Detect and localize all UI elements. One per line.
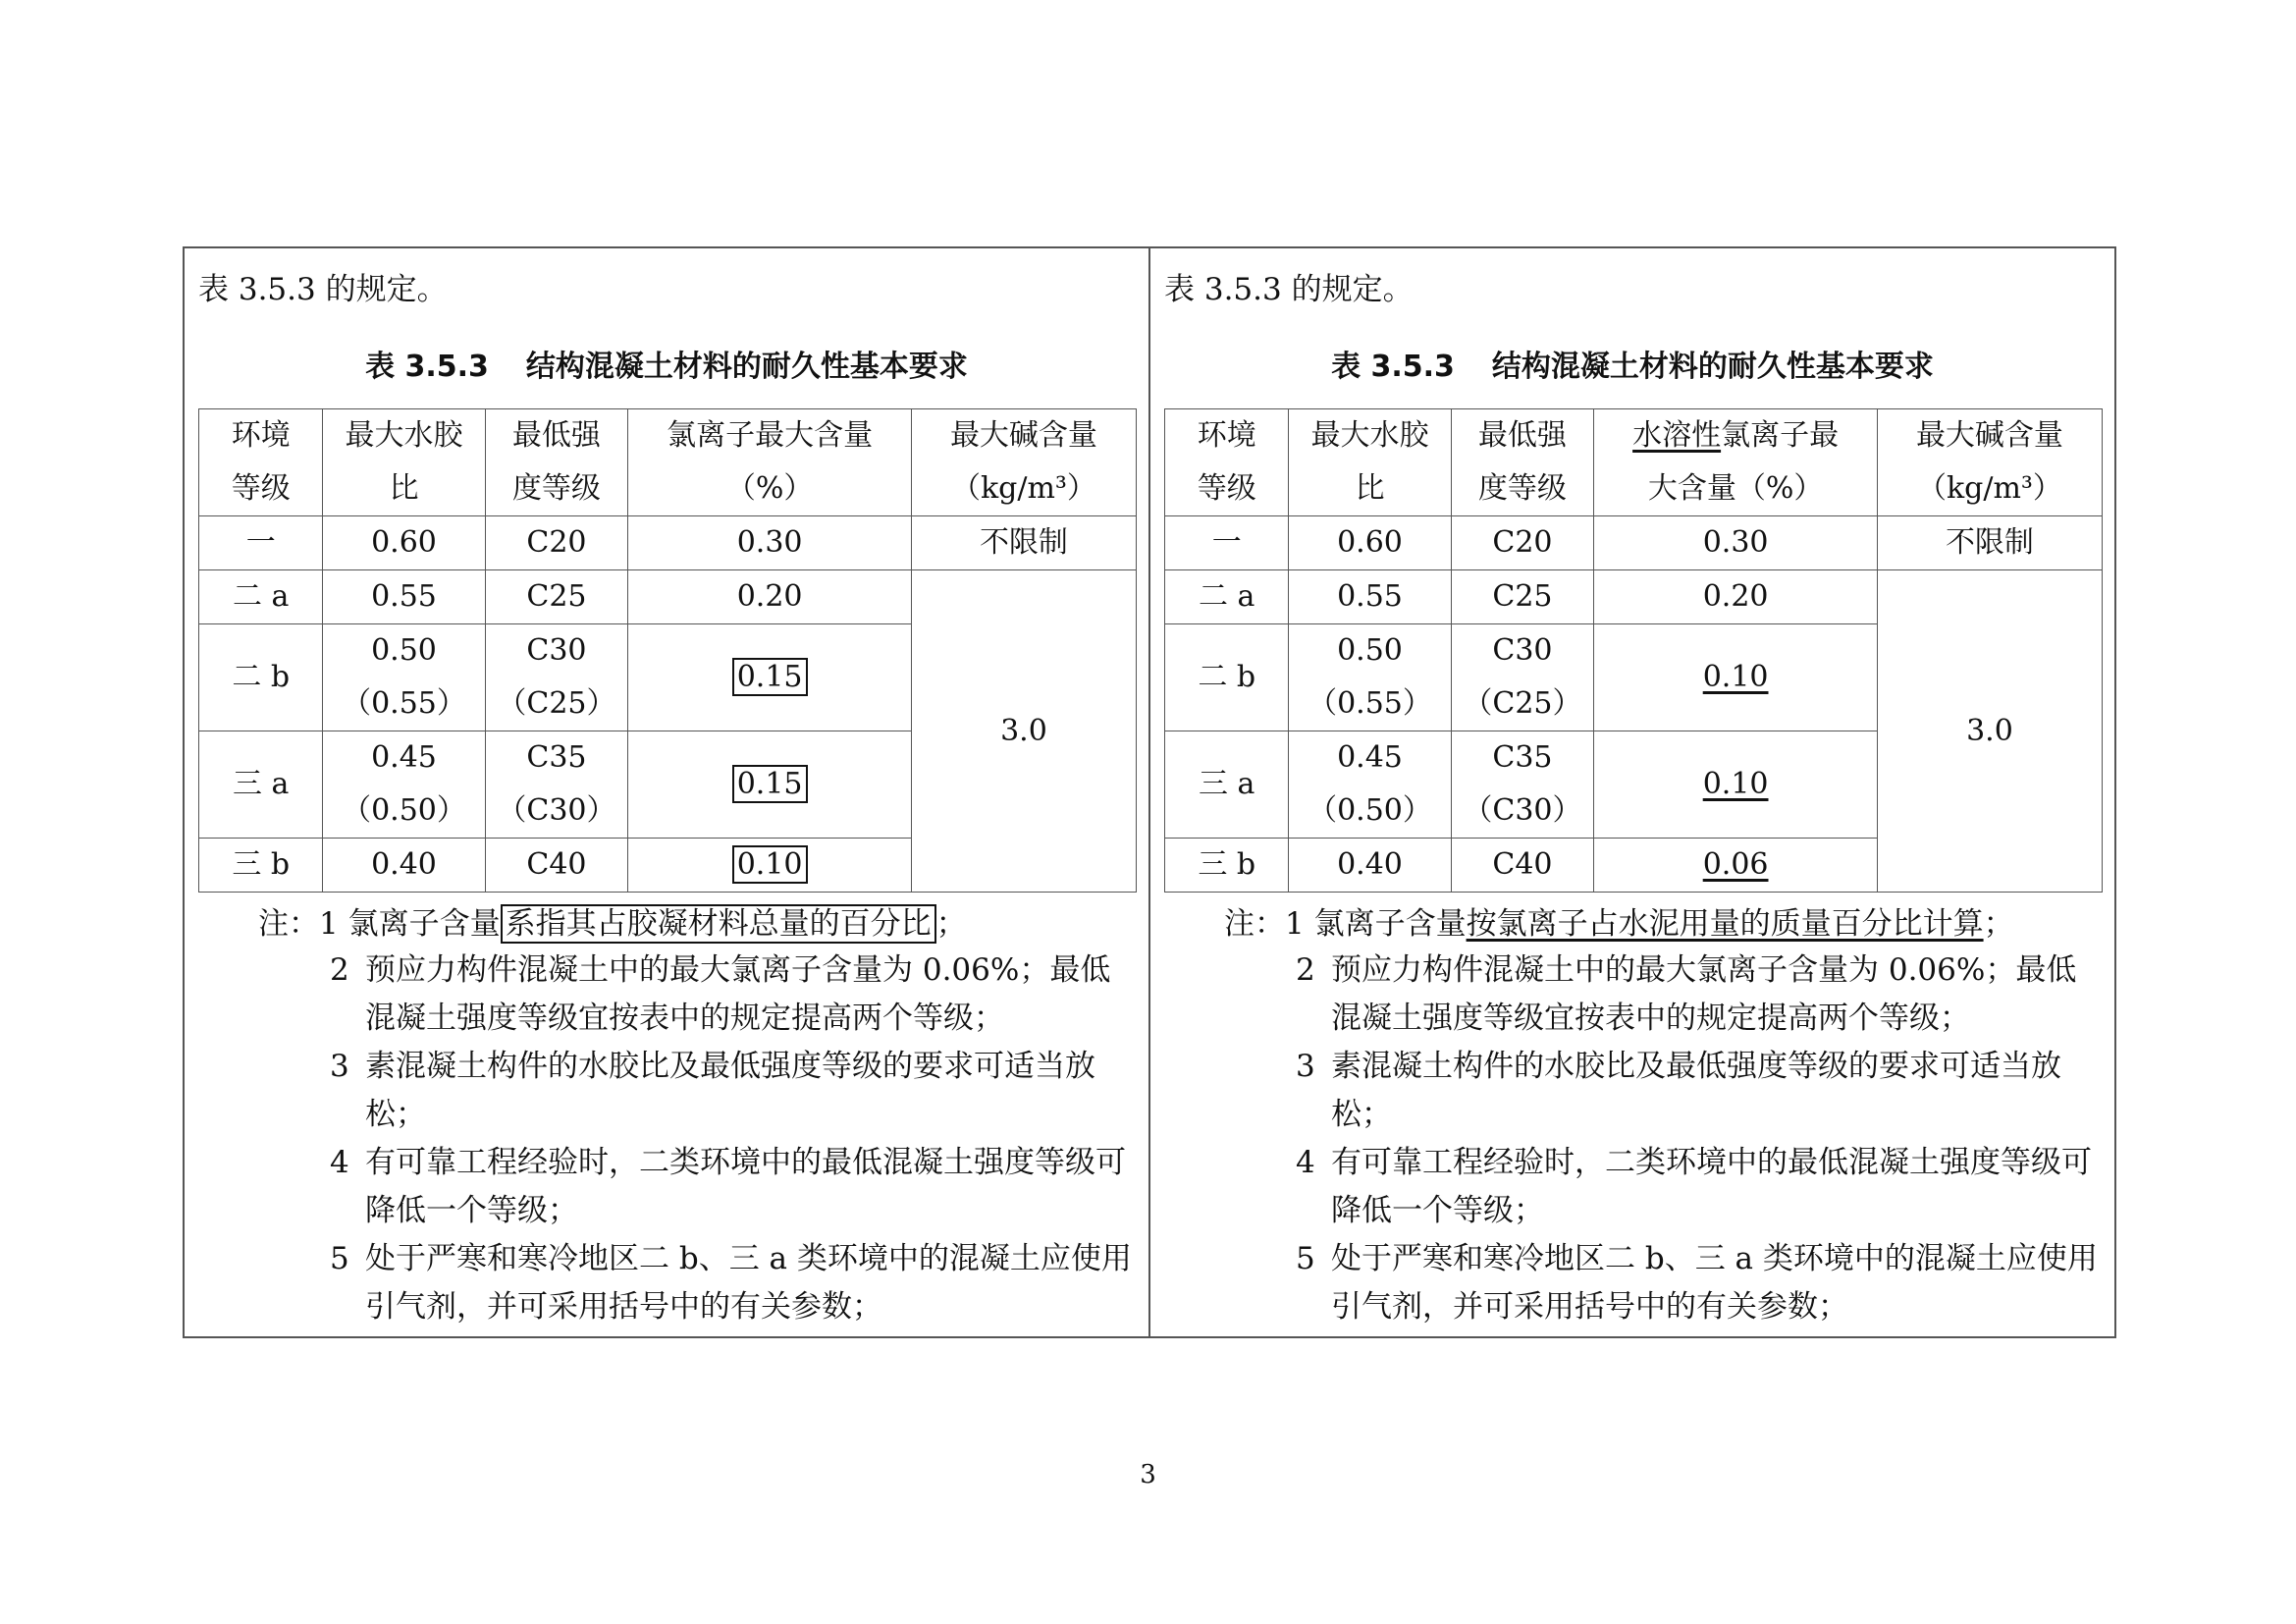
cell-strength: C25	[1451, 570, 1594, 624]
header-strength: 最低强 度等级	[1451, 409, 1594, 516]
cell-wb: 0.40	[1289, 839, 1451, 893]
cell-chloride: 0.20	[1594, 570, 1878, 624]
cell-env: 二 a	[199, 570, 323, 624]
note-5: 5 处于严寒和寒冷地区二 b、三 a 类环境中的混凝土应使用引气剂，并可采用括号中的有关参数；	[1296, 1241, 2098, 1325]
header-chloride: 氯离子最大含量 （%）	[628, 409, 912, 516]
cell-alkali-merged: 3.0	[911, 570, 1136, 893]
header-row	[1165, 409, 2103, 516]
table-title: 结构混凝土材料的耐久性基本要求	[525, 350, 968, 384]
cell-wb: 0.55	[1289, 570, 1451, 624]
underlined-note-text: 按氯离子占水泥用量的质量百分比计算	[1466, 906, 1984, 942]
cell-alkali: 不限制	[911, 516, 1136, 570]
page-number: 3	[1140, 1460, 1156, 1489]
note-3: 3 素混凝土构件的水胶比及最低强度等级的要求可适当放松；	[330, 1049, 1095, 1132]
cell-strength: C30 （C25）	[1451, 624, 1594, 731]
table-caption	[1150, 342, 2114, 385]
cell-env: 三 a	[1165, 731, 1289, 839]
cell-chloride	[628, 624, 912, 731]
note-4: 4 有可靠工程经验时，二类环境中的最低混凝土强度等级可降低一个等级；	[330, 1145, 1126, 1228]
right-column	[1148, 248, 2114, 1336]
header-wb: 最大水胶 比	[323, 409, 485, 516]
cell-env: 二 a	[1165, 570, 1289, 624]
cell-wb: 0.50 （0.55）	[1289, 624, 1451, 731]
cell-chloride	[628, 731, 912, 839]
cell-chloride	[1594, 839, 1878, 893]
boxed-value: 0.10	[732, 845, 808, 884]
table-caption	[185, 342, 1148, 385]
cell-chloride: 0.30	[628, 516, 912, 570]
note-3: 3 素混凝土构件的水胶比及最低强度等级的要求可适当放松；	[1296, 1049, 2061, 1132]
note-5: 5 处于严寒和寒冷地区二 b、三 a 类环境中的混凝土应使用引气剂，并可采用括号中的有关参数；	[330, 1241, 1132, 1325]
cell-strength: C30 （C25）	[485, 624, 628, 731]
cell-strength: C40	[485, 839, 628, 893]
cell-alkali: 不限制	[1877, 516, 2102, 570]
underlined-value: 0.10	[1702, 660, 1769, 694]
cell-wb: 0.45 （0.50）	[323, 731, 485, 839]
header-wb: 最大水胶 比	[1289, 409, 1451, 516]
header-env: 环境 等级	[1165, 409, 1289, 516]
table-number: 表 3.5.3	[365, 350, 489, 384]
cell-chloride	[1594, 624, 1878, 731]
cell-strength: C40	[1451, 839, 1594, 893]
cell-chloride	[628, 839, 912, 893]
cell-wb: 0.40	[323, 839, 485, 893]
header-env: 环境 等级	[199, 409, 323, 516]
cell-chloride: 0.30	[1594, 516, 1878, 570]
cell-wb: 0.55	[323, 570, 485, 624]
cell-alkali-merged: 3.0	[1877, 570, 2102, 893]
table-number: 表 3.5.3	[1331, 350, 1455, 384]
note-2: 2 预应力构件混凝土中的最大氯离子含量为 0.06%；最低混凝土强度等级宜按表中的规定提高两个等级；	[1296, 952, 2077, 1036]
cell-env: 二 b	[199, 624, 323, 731]
table-row	[1165, 570, 2103, 624]
cell-env: 三 b	[1165, 839, 1289, 893]
header-chloride: 水溶性氯离子最 大含量（%）	[1594, 409, 1878, 516]
table-row	[199, 516, 1137, 570]
underlined-value: 0.10	[1702, 767, 1769, 801]
left-column	[185, 248, 1148, 1336]
note-2: 2 预应力构件混凝土中的最大氯离子含量为 0.06%；最低混凝土强度等级宜按表中的规定提高两个等级；	[330, 952, 1111, 1036]
cell-strength: C20	[1451, 516, 1594, 570]
boxed-value: 0.15	[732, 658, 808, 696]
cell-strength: C35 （C30）	[1451, 731, 1594, 839]
table-row	[199, 570, 1137, 624]
cell-chloride: 0.20	[628, 570, 912, 624]
intro-text: 表 3.5.3 的规定。	[1164, 272, 1414, 307]
comparison-frame	[183, 246, 2116, 1338]
header-strength: 最低强 度等级	[485, 409, 628, 516]
cell-env: 三 b	[199, 839, 323, 893]
cell-strength: C25	[485, 570, 628, 624]
boxed-value: 0.15	[732, 765, 808, 803]
cell-strength: C20	[485, 516, 628, 570]
cell-env: 一	[1165, 516, 1289, 570]
cell-wb: 0.50 （0.55）	[323, 624, 485, 731]
note-1: 注：1 氯离子含量按氯离子占水泥用量的质量百分比计算；	[1224, 906, 2014, 942]
durability-table	[1164, 408, 2103, 893]
cell-chloride	[1594, 731, 1878, 839]
durability-table	[198, 408, 1137, 893]
table-row	[1165, 516, 2103, 570]
underlined-value: 0.06	[1702, 847, 1769, 882]
note-4: 4 有可靠工程经验时，二类环境中的最低混凝土强度等级可降低一个等级；	[1296, 1145, 2092, 1228]
cell-wb: 0.60	[323, 516, 485, 570]
underlined-insert: 水溶性	[1632, 418, 1722, 453]
cell-strength: C35 （C30）	[485, 731, 628, 839]
note-1: 注：1 氯离子含量 系指其占胶凝材料总量的百分比 ；	[258, 906, 967, 942]
header-row	[199, 409, 1137, 516]
cell-wb: 0.45 （0.50）	[1289, 731, 1451, 839]
header-alkali: 最大碱含量 （kg/m³）	[911, 409, 1136, 516]
cell-env: 一	[199, 516, 323, 570]
cell-wb: 0.60	[1289, 516, 1451, 570]
header-alkali: 最大碱含量 （kg/m³）	[1877, 409, 2102, 516]
intro-text: 表 3.5.3 的规定。	[198, 272, 448, 307]
boxed-note-text: 系指其占胶凝材料总量的百分比	[501, 904, 936, 944]
cell-env: 二 b	[1165, 624, 1289, 731]
cell-env: 三 a	[199, 731, 323, 839]
table-title: 结构混凝土材料的耐久性基本要求	[1491, 350, 1934, 384]
